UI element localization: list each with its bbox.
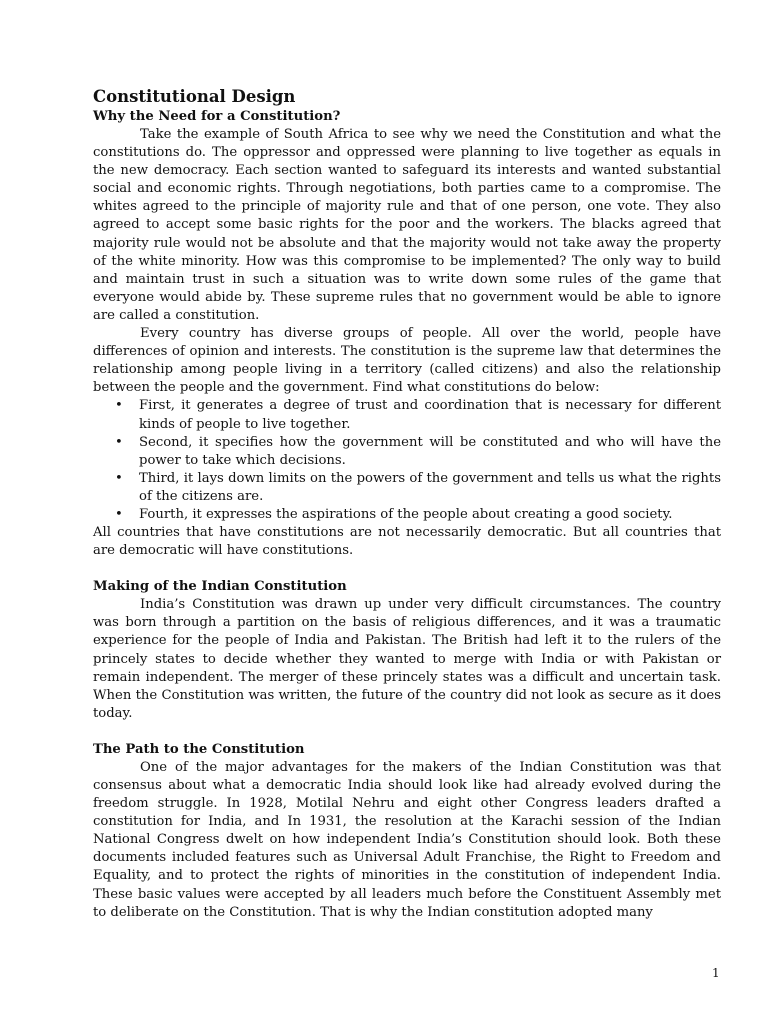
section-heading: The Path to the Constitution — [93, 741, 305, 757]
section-path-to-constitution — [93, 741, 721, 922]
list-item-text: Fourth, it expresses the aspirations of the people about creating a good society. — [139, 506, 673, 522]
list-item — [93, 470, 721, 506]
bullet-icon: • — [115, 434, 123, 450]
section-heading: Why the Need for a Constitution? — [93, 109, 341, 124]
section-spacer — [93, 723, 721, 741]
section-making-indian-constitution — [93, 578, 721, 723]
list-item — [93, 434, 721, 470]
section-why-need-constitution — [93, 108, 721, 560]
paragraph: India’s Constitution was drawn up under very difficult circumstances. The country was born through a partition on the basis of religious differences, and it was a traumatic experience for the people of India and Pakistan. The British had left it to the rulers of the princely states to decide whether they wanted to merge with India or with Pakistan or remain independent. The merger of these princely states was a difficult and uncertain task. When the Constitution was written, the future of the country did not look as secure as it does today. — [93, 597, 721, 721]
bullet-list — [93, 397, 721, 524]
bullet-icon: • — [115, 398, 123, 414]
bullet-icon: • — [115, 470, 123, 486]
list-item — [93, 506, 721, 524]
section-spacer — [93, 560, 721, 578]
list-item — [93, 397, 721, 433]
bullet-icon: • — [115, 506, 123, 522]
paragraph: All countries that have constitutions are not necessarily democratic. But all countries that are democratic will have constitutions. — [93, 525, 721, 559]
list-item-text: First, it generates a degree of trust and coordination that is necessary for different kinds of people to live together. — [139, 398, 721, 432]
document-title: Constitutional Design — [93, 87, 296, 106]
paragraph: Every country has diverse groups of people. All over the world, people have differences of opinion and interests. The constitution is the supreme law that determines the relationship among people living in a territory (called citizens) and also the relationship between the people and the government. Find what constitutions do below: — [93, 326, 721, 396]
document-page — [93, 86, 721, 922]
section-heading: Making of the Indian Constitution — [93, 579, 347, 595]
page-number: 1 — [712, 966, 720, 980]
paragraph: One of the major advantages for the makers of the Indian Constitution was that consensus about what a democratic India should look like had already evolved during the freedom struggle. In 1928, Motilal Nehru and eight other Congress leaders drafted a constitution for India, and In 1931, the resolution at the Karachi session of the Indian National Congress dwelt on how independent India’s Constitution should look. Both these documents included features such as Universal Adult Franchise, the Right to Freedom and Equality, and to protect the rights of minorities in the constitution of independent India. These basic values were accepted by all leaders much before the Constituent Assembly met to deliberate on the Constitution. That is why the Indian constitution adopted many — [93, 759, 721, 920]
list-item-text: Second, it specifies how the government will be constituted and who will have the power to take which decisions. — [139, 434, 721, 468]
list-item-text: Third, it lays down limits on the powers of the government and tells us what the rights of the citizens are. — [139, 470, 721, 504]
paragraph: Take the example of South Africa to see why we need the Constitution and what the constitutions do. The oppressor and oppressed were planning to live together as equals in the new democracy. Each section wanted to safeguard its interests and wanted substantial social and economic rights. Through negotiations, both parties came to a compromise. The whites agreed to the principle of majority rule and that of one person, one vote. They also agreed to accept some basic rights for the poor and the workers. The blacks agreed that majority rule would not be absolute and that the majority would not take away the property of the white minority. How was this compromise to be implemented? The only way to build and maintain trust in such a situation was to write down some rules of the game that everyone would abide by. These supreme rules that no government would be able to ignore are called a constitution. — [93, 127, 721, 323]
